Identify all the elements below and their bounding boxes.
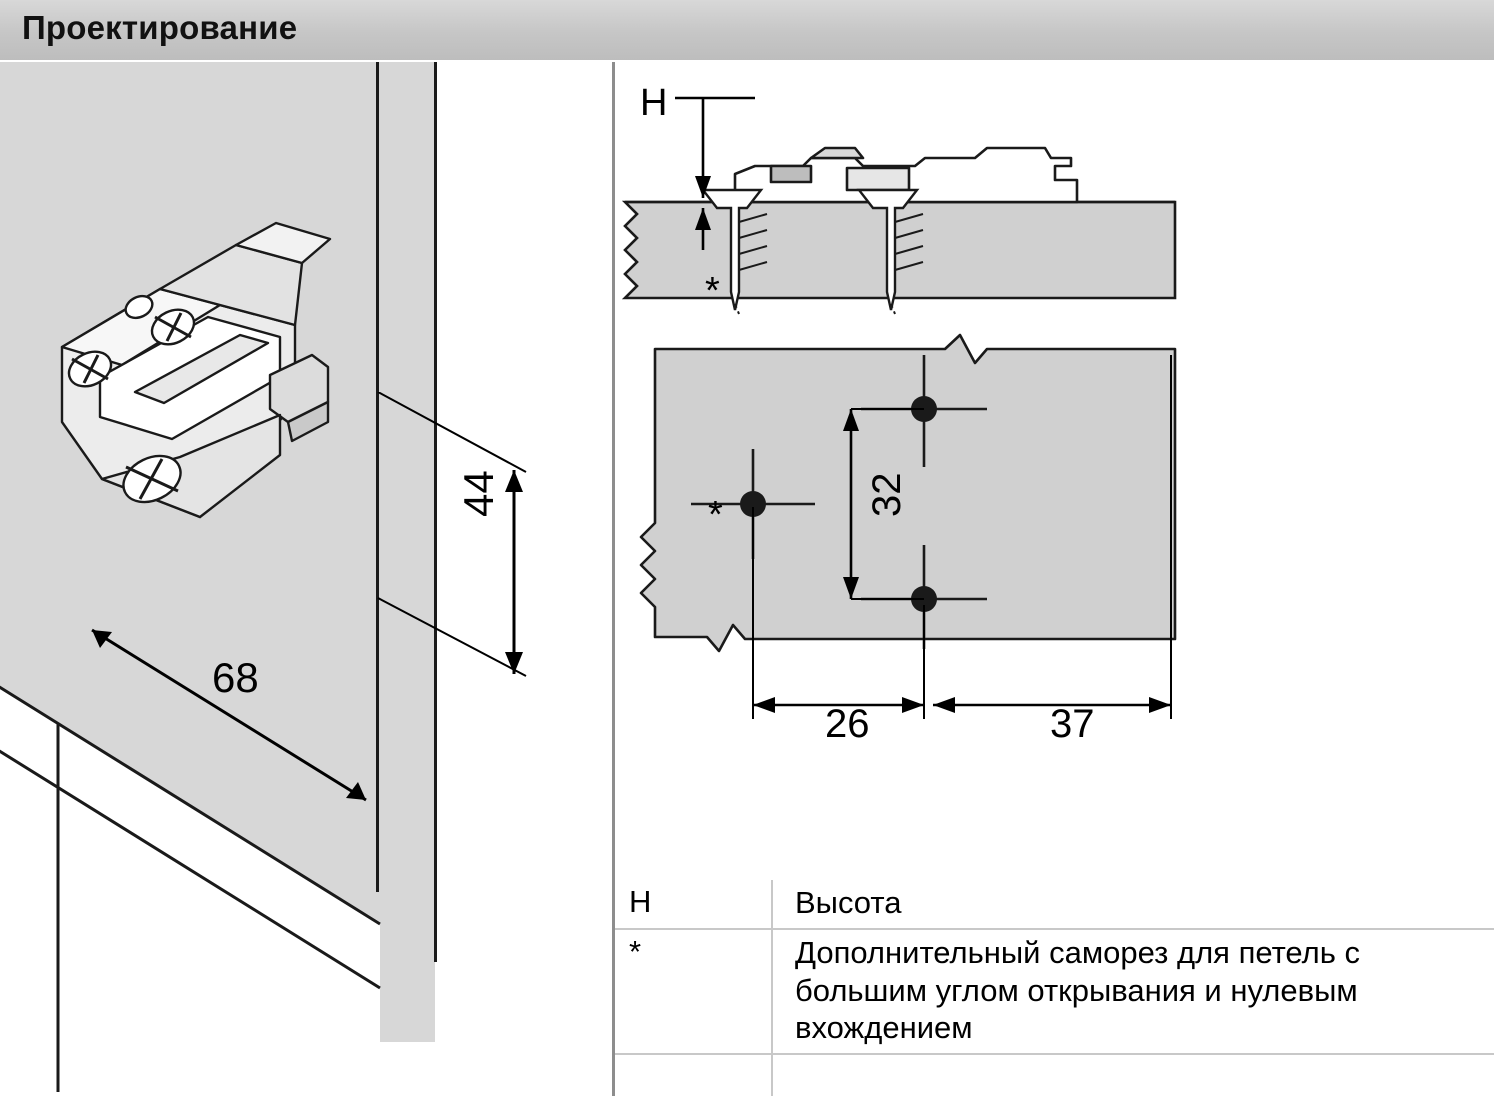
legend-spacer-right <box>772 1054 1494 1096</box>
dimension-label-44: 44 <box>455 470 502 517</box>
label-h-height: H <box>640 82 668 124</box>
asterisk-section-marker: * <box>705 270 720 312</box>
legend-description-h: Высота <box>772 880 1494 929</box>
table-row <box>615 929 1494 1054</box>
legend-description-asterisk: Дополнительный саморез для петель с большим углом открывания и нулевым вхождением <box>772 929 1494 1054</box>
legend-symbol-h: H <box>615 880 772 929</box>
drilling-pattern-drawing <box>615 327 1215 747</box>
mounting-plate-drawing <box>40 217 340 567</box>
legend-table-body <box>615 880 1494 1096</box>
page-title: Проектирование <box>22 9 298 46</box>
dimension-extension-lines-44 <box>330 392 560 712</box>
asterisk-plan-marker: * <box>708 494 723 536</box>
dimension-label-37: 37 <box>1050 702 1095 746</box>
dimension-label-68: 68 <box>212 654 259 701</box>
legend-table <box>615 880 1494 1096</box>
legend-symbol-asterisk: * <box>615 929 772 1054</box>
table-row <box>615 880 1494 929</box>
legend-spacer-left <box>615 1054 772 1096</box>
left-illustration-panel <box>0 62 610 1096</box>
dimension-label-32: 32 <box>865 472 909 517</box>
section-header-bar <box>0 0 1494 62</box>
table-row-spacer <box>615 1054 1494 1096</box>
cross-section-drawing <box>615 62 1215 362</box>
dimension-label-26: 26 <box>825 702 870 746</box>
